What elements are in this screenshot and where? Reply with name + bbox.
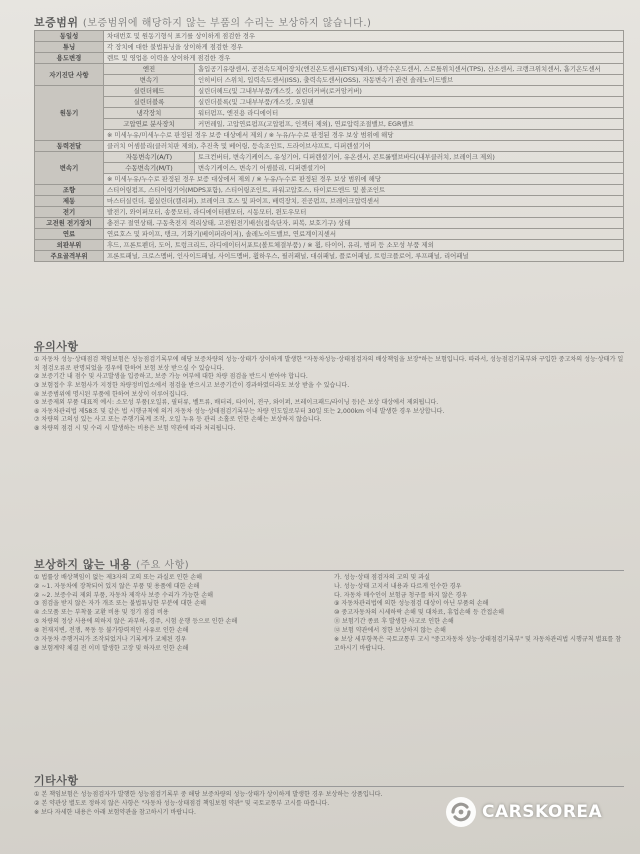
coverage-row: [35, 75, 624, 86]
coverage-title: 보증범위: [34, 16, 79, 29]
coverage-subcategory: 냉각장치: [104, 108, 195, 119]
coverage-category: 제동: [35, 196, 104, 207]
notice-item: ⑤ 보증제외 부품 대표적 예시: 소모성 부품(오일류, 필터류, 벨트류, 배터리, 타이어, 전구, 와이퍼, 브레이크패드/라이닝 등)은 보상 대상에서 제외됩니다.: [34, 399, 439, 407]
exclusions-right-column: [334, 574, 624, 653]
coverage-heading: [34, 14, 371, 30]
coverage-row: [35, 86, 624, 97]
notice-item: ⑧ 차량의 점검 시 및 수리 시 발생하는 비용은 보험 약관에 따라 처리됩니다.: [34, 425, 236, 433]
coverage-subcategory: 자동변속기(A/T): [104, 152, 195, 163]
coverage-category: 용도변경: [35, 53, 104, 64]
exclusion-item: ③ 점검을 받지 않은 자가 개조 또는 불법튜닝한 부분에 대한 손해: [34, 600, 206, 608]
exclusion-item: ※ 보상 세부항목은 국토교통부 고시 "중고자동차 성능·상태점검기록부" 및 자동차관리법 시행규칙 별표를 참고하시기 바랍니다.: [334, 635, 622, 652]
coverage-content: 프론트패널, 크로스멤버, 인사이드패널, 사이드멤버, 휠하우스, 필러패널, 대쉬패널, 플로어패널, 트렁크플로어, 루프패널, 리어패널: [104, 251, 624, 262]
coverage-content: 토크컨버터, 변속기케이스, 유성기어, 디퍼렌셜기어, 유온센서, 콘트롤밸브바디(내부클러치, 브레이크 제외): [195, 152, 624, 163]
coverage-row: [35, 174, 624, 185]
coverage-content: 연료호스 및 파이프, 탱크, 기화기(베이퍼라이저), 솔레노이드밸브, 연료계이지센서: [104, 229, 624, 240]
notice-title: 유의사항: [34, 340, 79, 353]
exclusion-item: ② ~1. 자동차에 장착되어 있지 않은 부품 및 용품에 대한 손해: [34, 582, 200, 590]
coverage-content: 흡입공기유량센서, 공전속도제어장치(엔진온도센서(ETS)제외), 냉각수온도센서, 스로틀위치센서(TPS), 산소센서, 크랭크위치센서, 흡기온도센서: [195, 64, 624, 75]
coverage-category: 조향: [35, 185, 104, 196]
coverage-row: [35, 207, 624, 218]
exclusion-item: ⑤ 차량의 정상 사용에 의하지 않은 과부하, 경주, 시험 운행 등으로 인한 손해: [34, 618, 238, 626]
exclusions-columns: [34, 574, 624, 653]
exclusion-item: ④ 소모품 또는 부착물 교환 비용 및 정기 점검 비용: [34, 609, 169, 617]
coverage-row: [35, 196, 624, 207]
coverage-row: [35, 163, 624, 174]
exclusion-item: 다. 자동차 매수인이 보험금 청구를 하지 않은 경우: [334, 591, 468, 599]
coverage-category: 원동기: [35, 86, 104, 141]
coverage-content: 실린더블록(및 그내부부품/개스킷, 오일팬: [195, 97, 624, 108]
other-item: ② 본 약관상 별도로 정하지 않은 사항은 "자동차 성능·상태점검 책임보험 약관" 및 국토교통부 고시를 따릅니다.: [34, 800, 330, 808]
coverage-content: 차대번호 및 원동기형식 표기를 상이하게 점검한 경우: [104, 31, 624, 42]
exclusion-item: ⑪ 보험기간 종료 후 발생한 사고로 인한 손해: [334, 618, 454, 626]
coverage-subcategory: 고압연료 분사장치: [104, 119, 195, 130]
other-divider: [34, 786, 624, 787]
coverage-category: 튜닝: [35, 42, 104, 53]
coverage-row: [35, 64, 624, 75]
other-title: 기타사항: [34, 774, 79, 787]
coverage-category: 고전원 전기장치: [35, 218, 104, 229]
coverage-content: 클러치 어셈블리(클러치판 제외), 추진축 및 베어링, 등속조인트, 드라이브샤프트, 디퍼렌셜기어: [104, 141, 624, 152]
notice-list: [34, 356, 624, 434]
coverage-row: [35, 53, 624, 64]
notice-item: ⑦ 차량의 고의성 있는 사고 또는 주행기록계 조작, 오일 누유 등 관리 소홀로 인한 손해는 보상하지 않습니다.: [34, 416, 322, 424]
notice-item: ② 보증기간 내 점수 및 사고발생을 입증하고, 보증 가능 여부에 대한 차량 점검을 반드시 받아야 합니다.: [34, 373, 308, 381]
coverage-content: ※ 미세누유/누수로 판정된 경우 보증 대상에서 제외 / ※ 누유/누수로 판정된 경우 보상 범위에 해당: [104, 174, 624, 185]
exclusion-item: ② ~2. 보증수리 제외 부품, 자동차 제작사 보증 수리가 가능한 손해: [34, 591, 213, 599]
coverage-row: [35, 141, 624, 152]
coverage-content: ※ 미세누유/미세누수로 판정된 경우 보증 대상에서 제외 / ※ 누유/누수로 판정된 경우 보상 범위에 해당: [104, 130, 624, 141]
exclusion-item: 나. 성능·상태 고지서 내용과 다르게 인수한 경우: [334, 582, 462, 590]
notice-item: ⑥ 자동차관리법 제58조 및 같은 법 시행규칙에 의거 자동차 성능·상태점검기록부는 차량 인도일로부터 30일 또는 2,000km 이내 발생한 경우 보상합니다.: [34, 407, 445, 415]
coverage-subcategory: 변속기: [104, 75, 195, 86]
other-item: ① 본 책임보험은 성능점검자가 발행한 성능점검기록부 중 해당 보증차량의 성능·상태가 상이하게 발생한 경우 보상하는 상품입니다.: [34, 791, 383, 798]
coverage-category: 동일성: [35, 31, 104, 42]
coverage-row: [35, 218, 624, 229]
exclusion-item: ⑨ 자동차관리법에 의한 성능점검 대상이 아닌 부품의 손해: [334, 600, 489, 608]
exclusion-item: 가. 성능·상태 점검자의 고의 및 과실: [334, 574, 430, 581]
coverage-category: 자기진단 사항: [35, 64, 104, 86]
other-item: ※ 보다 자세한 내용은 아래 보험약관을 참고하시기 바랍니다.: [34, 809, 196, 817]
coverage-row: [35, 185, 624, 196]
coverage-content: 충전구 절연상태, 구동축전지 격리상태, 고전원전기배선(접속단자, 피복, 보호기구) 상태: [104, 218, 624, 229]
coverage-content: 실린더헤드(및 그내부부품/개스킷, 실린더커버(로커암커버): [195, 86, 624, 97]
coverage-row: [35, 240, 624, 251]
coverage-content: 커먼레일, 고압연료펌프(고압펌프, 인젝터 제외), 연료압력조절밸브, EGR밸브: [195, 119, 624, 130]
coverage-category: 동력전달: [35, 141, 104, 152]
exclusion-item: ⑥ 천재지변, 전쟁, 폭동 등 불가항력적인 사유로 인한 손해: [34, 626, 189, 634]
coverage-row: [35, 229, 624, 240]
coverage-category: 연료: [35, 229, 104, 240]
exclusion-item: ⑧ 보험계약 체결 전 이미 발생한 고장 및 하자로 인한 손해: [34, 644, 189, 652]
exclusion-item: ⑦ 자동차 주행거리가 조작되었거나 기록계가 교체된 경우: [34, 635, 187, 643]
coverage-subcategory: 실린더블록: [104, 97, 195, 108]
coverage-content: 렌트 및 영업용 이력을 상이하게 점검한 경우: [104, 53, 624, 64]
coverage-content: 변속기케이스, 변속기 어셈블리, 디퍼렌셜기어: [195, 163, 624, 174]
coverage-content: 발전기, 와이퍼모터, 송풍모터, 라디에이터팬모터, 시동모터, 윈도우모터: [104, 207, 624, 218]
notice-item: ④ 보증범위에 명시된 부품에 한하여 보상이 이루어집니다.: [34, 390, 189, 398]
coverage-subtitle: (보증범위에 해당하지 않는 부품의 수리는 보상하지 않습니다.): [82, 18, 372, 29]
notice-item: ① 자동차 성능·상태점검 책임보험은 성능점검기록부에 해당 보증차량의 성능·상태가 상이하게 발생한 "자동차성능·상태점검자의 배상책임을 보장"하는 보험입니다. 따라서, 성능점검기록부와 구입한 중고차의 성능·상태가 일치 점검오류로 판명되었을 경우에 한하여 보험 보상 받으실 수 있습니다.: [34, 356, 624, 372]
coverage-subcategory: 수동변속기(M/T): [104, 163, 195, 174]
coverage-table: [34, 30, 624, 262]
coverage-content: 스티어링펌프, 스티어링기어(MDPS포함), 스티어링조인트, 파워고압호스, 타이로드엔드 및 볼조인트: [104, 185, 624, 196]
exclusion-item: ⑫ 보험 약관에서 정한 보상하지 않는 손해: [334, 626, 446, 634]
coverage-category: 변속기: [35, 152, 104, 185]
coverage-content: 워터펌프, 엔진용 라디에이터: [195, 108, 624, 119]
carskorea-watermark: [446, 797, 602, 827]
exclusions-divider: [34, 570, 624, 571]
coverage-subcategory: 엔진: [104, 64, 195, 75]
coverage-category: 전기: [35, 207, 104, 218]
coverage-subcategory: 실린더헤드: [104, 86, 195, 97]
exclusion-item: ⑩ 중고자동차의 시세하락 손해 및 대차료, 휴업손해 등 간접손해: [334, 609, 505, 617]
coverage-category: 외판부위: [35, 240, 104, 251]
coverage-row: [35, 251, 624, 262]
carskorea-logo-icon: [446, 797, 476, 827]
coverage-row: [35, 97, 624, 108]
notice-divider: [34, 352, 624, 353]
coverage-row: [35, 130, 624, 141]
coverage-content: 후드, 프론트펜더, 도어, 트렁크리드, 라디에이터서포트(볼트체결부품) / ※ 휠, 타이어, 유리, 범퍼 등 소모성 부품 제외: [104, 240, 624, 251]
exclusions-subtitle: (주요 사항): [136, 560, 190, 571]
coverage-category: 주요골격부위: [35, 251, 104, 262]
coverage-content: 마스터실린더, 휠실린더(캘리퍼), 브레이크 호스 및 파이프, 배력장치, 진공펌프, 브레이크압력센서: [104, 196, 624, 207]
coverage-row: [35, 31, 624, 42]
exclusions-left-column: [34, 574, 324, 653]
carskorea-brand-text: CARSKOREA: [482, 802, 603, 822]
coverage-content: 각 장치에 대한 불법튜닝을 상이하게 점검한 경우: [104, 42, 624, 53]
exclusions-title: 보상하지 않는 내용: [34, 558, 132, 571]
exclusion-item: ① 법률상 배상책임이 없는 제3자의 고의 또는 과실로 인한 손해: [34, 574, 203, 581]
coverage-row: [35, 42, 624, 53]
coverage-row: [35, 119, 624, 130]
coverage-row: [35, 108, 624, 119]
coverage-content: 인히비터 스위치, 입력속도센서(ISS), 출력속도센서(OSS), 자동변속기 관련 솔레노이드밸브: [195, 75, 624, 86]
coverage-row: [35, 152, 624, 163]
notice-item: ③ 보험접수 후 보험사가 지정한 차량정비업소에서 점검을 받으시고 보증기간이 경과하였더라도 보상 받을 수 있습니다.: [34, 381, 350, 389]
